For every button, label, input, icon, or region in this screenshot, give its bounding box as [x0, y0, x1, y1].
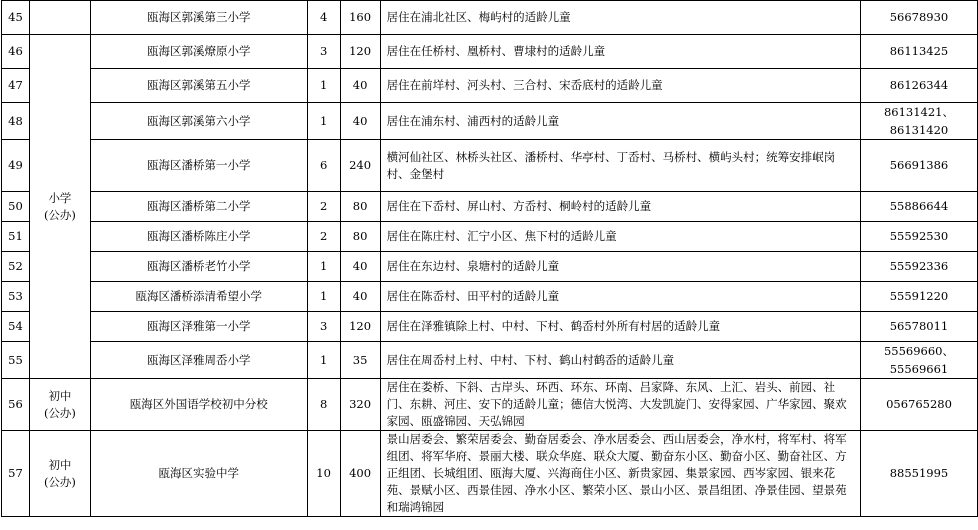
service-area: 景山居委会、繁荣居委会、勤奋居委会、净水居委会、西山居委会，净水村，将军村、将军组团、将军华府、景丽大楼、联众华庭、联众大厦、勤奋东小区、勤奋小区、勤奋社区、方正组团、长城组团、瓯海大厦、兴海商住小区、新贵家园、集景家园、西岑家园、银来花苑、景赋小区、西景佳园、净水小区、繁荣小区、景山小区、景昌组团、净景佳园、望景苑和瑞鸿锦园 — [380, 431, 860, 517]
category-cell — [29, 1, 90, 35]
table-row — [2, 1, 978, 35]
category-label: 初中 — [48, 457, 72, 472]
row-number: 53 — [2, 282, 30, 312]
school-name: 瓯海区郭溪第六小学 — [90, 103, 307, 140]
phone: 55591220 — [861, 282, 978, 312]
service-area: 横河仙社区、林桥头社区、潘桥村、华亭村、丁岙村、马桥村、横屿头村；统筹安排岷岗村、金堡村 — [380, 140, 860, 192]
phone: 55592336 — [861, 252, 978, 282]
class-count: 1 — [307, 103, 340, 140]
phone: 55592530 — [861, 222, 978, 252]
table-row — [2, 103, 978, 140]
phone-line: 86131421、 — [883, 105, 955, 119]
school-name: 瓯海区泽雅第一小学 — [90, 312, 307, 342]
service-area: 居住在下岙村、屏山村、方岙村、桐岭村的适龄儿童 — [380, 192, 860, 222]
class-count: 6 — [307, 140, 340, 192]
seat-count: 160 — [340, 1, 380, 35]
phone — [861, 103, 978, 140]
school-name: 瓯海区实验中学 — [90, 431, 307, 517]
seat-count: 40 — [340, 103, 380, 140]
phone: 86126344 — [861, 69, 978, 103]
school-name: 瓯海区潘桥老竹小学 — [90, 252, 307, 282]
table-row — [2, 379, 978, 431]
table-row — [2, 342, 978, 379]
category-sub: (公办) — [43, 474, 76, 489]
service-area: 居住在前垟村、河头村、三合村、宋岙底村的适龄儿童 — [380, 69, 860, 103]
category-middle — [29, 379, 90, 431]
service-area: 居住在泽雅镇除上村、中村、下村、鹤岙村外所有村居的适龄儿童 — [380, 312, 860, 342]
service-area: 居住在周岙村上村、中村、下村、鹤山村鹤岙的适龄儿童 — [380, 342, 860, 379]
row-number: 54 — [2, 312, 30, 342]
phone-line: 86131420 — [889, 123, 949, 137]
row-number: 56 — [2, 379, 30, 431]
phone-line: 55569661 — [889, 362, 949, 376]
phone: 88551995 — [861, 431, 978, 517]
category-primary — [29, 35, 90, 379]
table-row — [2, 69, 978, 103]
class-count: 2 — [307, 222, 340, 252]
class-count: 1 — [307, 69, 340, 103]
seat-count: 35 — [340, 342, 380, 379]
seat-count: 80 — [340, 192, 380, 222]
school-name: 瓯海区潘桥第二小学 — [90, 192, 307, 222]
class-count: 1 — [307, 282, 340, 312]
row-number: 47 — [2, 69, 30, 103]
service-area: 居住在浦东村、浦西村的适龄儿童 — [380, 103, 860, 140]
school-name: 瓯海区外国语学校初中分校 — [90, 379, 307, 431]
service-area: 居住在任桥村、凰桥村、曹埭村的适龄儿童 — [380, 35, 860, 69]
table-row — [2, 222, 978, 252]
class-count: 3 — [307, 312, 340, 342]
seat-count: 40 — [340, 252, 380, 282]
phone: 55886644 — [861, 192, 978, 222]
seat-count: 40 — [340, 282, 380, 312]
seat-count: 40 — [340, 69, 380, 103]
service-area: 居住在陈岙村、田平村的适龄儿童 — [380, 282, 860, 312]
phone: 056765280 — [861, 379, 978, 431]
service-area: 居住在浦北社区、梅屿村的适龄儿童 — [380, 1, 860, 35]
row-number: 49 — [2, 140, 30, 192]
phone — [861, 342, 978, 379]
category-label: 小学 — [48, 190, 72, 205]
seat-count: 400 — [340, 431, 380, 517]
class-count: 4 — [307, 1, 340, 35]
seat-count: 120 — [340, 35, 380, 69]
table-row — [2, 35, 978, 69]
school-name: 瓯海区潘桥陈庄小学 — [90, 222, 307, 252]
table-row — [2, 140, 978, 192]
school-name: 瓯海区泽雅周岙小学 — [90, 342, 307, 379]
category-middle — [29, 431, 90, 517]
school-name: 瓯海区郭溪第三小学 — [90, 1, 307, 35]
school-name: 瓯海区郭溪第五小学 — [90, 69, 307, 103]
class-count: 10 — [307, 431, 340, 517]
row-number: 51 — [2, 222, 30, 252]
table-row — [2, 252, 978, 282]
class-count: 2 — [307, 192, 340, 222]
enrollment-table — [1, 0, 978, 517]
row-number: 57 — [2, 431, 30, 517]
row-number: 45 — [2, 1, 30, 35]
phone: 56578011 — [861, 312, 978, 342]
class-count: 1 — [307, 342, 340, 379]
category-label: 初中 — [48, 388, 72, 403]
class-count: 1 — [307, 252, 340, 282]
class-count: 8 — [307, 379, 340, 431]
phone: 86113425 — [861, 35, 978, 69]
seat-count: 320 — [340, 379, 380, 431]
row-number: 48 — [2, 103, 30, 140]
table-row — [2, 192, 978, 222]
service-area: 居住在陈庄村、汇宁小区、焦下村的适龄儿童 — [380, 222, 860, 252]
table-row — [2, 312, 978, 342]
school-name: 瓯海区郭溪燎原小学 — [90, 35, 307, 69]
row-number: 55 — [2, 342, 30, 379]
table-row — [2, 431, 978, 517]
category-sub: (公办) — [43, 405, 76, 420]
seat-count: 120 — [340, 312, 380, 342]
school-name: 瓯海区潘桥第一小学 — [90, 140, 307, 192]
service-area: 居住在东边村、泉塘村的适龄儿童 — [380, 252, 860, 282]
seat-count: 240 — [340, 140, 380, 192]
class-count: 3 — [307, 35, 340, 69]
phone: 56691386 — [861, 140, 978, 192]
phone-line: 55569660、 — [883, 344, 955, 358]
seat-count: 80 — [340, 222, 380, 252]
phone: 56678930 — [861, 1, 978, 35]
row-number: 52 — [2, 252, 30, 282]
service-area: 居住在娄桥、下斜、古岸头、环西、环东、环南、吕家降、东风、上汇、岩头、前园、社门、东耕、河庄、安下的适龄儿童；德信大悦湾、大发凯旋门、安得家园、广华家园、聚欢家园、瓯盛锦园、天弘锦园 — [380, 379, 860, 431]
row-number: 46 — [2, 35, 30, 69]
category-sub: (公办) — [43, 207, 76, 222]
table-row — [2, 282, 978, 312]
school-name: 瓯海区潘桥添清希望小学 — [90, 282, 307, 312]
row-number: 50 — [2, 192, 30, 222]
